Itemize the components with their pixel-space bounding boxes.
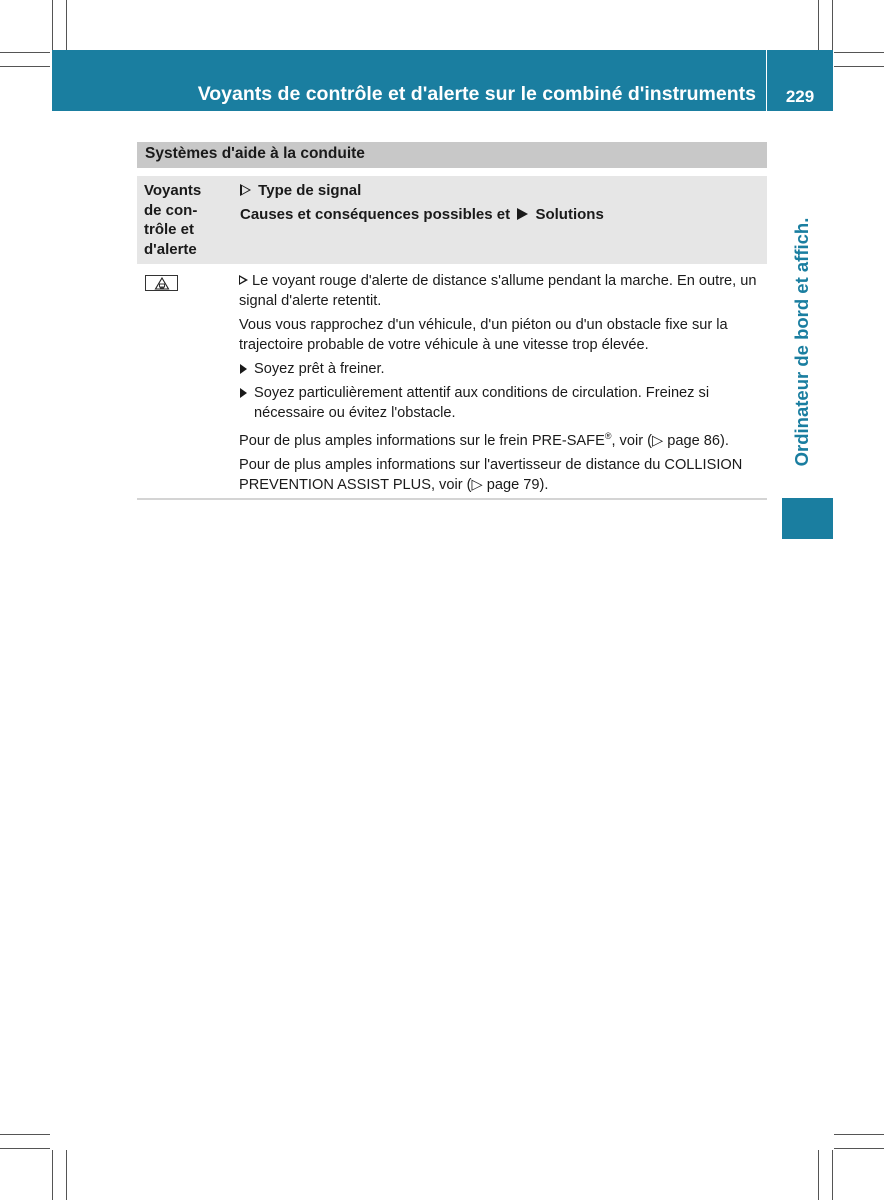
paragraph: Vous vous rapprochez d'un véhicule, d'un piéton ou d'un obstacle fixe sur la trajectoire probable de votre véhicule à une vitesse trop élevée. xyxy=(239,317,728,353)
action-bullet: Soyez particulièrement attentif aux conditions de circulation. Freinez si nécessaire ou évitez l'obstacle. xyxy=(239,383,769,423)
crop-mark xyxy=(832,1150,833,1200)
crop-mark xyxy=(0,66,50,67)
paragraph: Pour de plus amples informations sur le frein PRE-SAFE®, voir (▷ page 86). xyxy=(239,431,729,449)
side-tab-marker xyxy=(782,498,833,539)
crop-mark xyxy=(818,1150,819,1200)
signal-type-heading: Type de signal xyxy=(240,182,361,199)
crop-mark xyxy=(834,66,884,67)
crop-mark xyxy=(834,1134,884,1135)
side-section-label xyxy=(782,195,822,490)
column-header-indicators xyxy=(137,176,232,264)
column-header-indicators-label: Voyants de con- trôle et d'alerte xyxy=(144,182,202,259)
distance-warning-icon xyxy=(145,275,178,291)
crop-mark xyxy=(52,0,53,50)
crop-mark xyxy=(66,0,67,50)
crop-mark xyxy=(0,52,50,53)
paragraph: Pour de plus amples informations sur l'avertisseur de distance du COLLISION PREVENTION ASSIST PLUS, voir (▷ page 79). xyxy=(239,457,743,493)
causes-solutions-heading: Causes et conséquences possibles et Solutions xyxy=(240,206,604,223)
registered-mark: ® xyxy=(604,431,612,442)
page-number: 229 xyxy=(785,87,815,106)
table-bottom-rule xyxy=(137,498,767,500)
signal-description xyxy=(239,271,769,495)
open-triangle-icon xyxy=(240,184,251,196)
crop-mark xyxy=(0,1148,50,1149)
section-header xyxy=(137,142,767,168)
page-title: Voyants de contrôle et d'alerte sur le combiné d'instruments xyxy=(197,83,756,105)
crop-mark xyxy=(66,1150,67,1200)
paragraph: Le voyant rouge d'alerte de distance s'allume pendant la marche. En outre, un signal d'alerte retentit. xyxy=(239,273,757,309)
action-bullet: Soyez prêt à freiner. xyxy=(239,359,769,379)
open-triangle-icon xyxy=(239,275,248,285)
section-title: Systèmes d'aide à la conduite xyxy=(145,145,365,162)
crop-mark xyxy=(834,1148,884,1149)
column-header-signal xyxy=(232,176,767,264)
crop-mark xyxy=(818,0,819,50)
solid-triangle-icon xyxy=(517,208,528,220)
crop-mark xyxy=(834,52,884,53)
side-section-title: Ordinateur de bord et affich. xyxy=(791,217,812,467)
crop-mark xyxy=(0,1134,50,1135)
crop-mark xyxy=(832,0,833,50)
crop-mark xyxy=(52,1150,53,1200)
